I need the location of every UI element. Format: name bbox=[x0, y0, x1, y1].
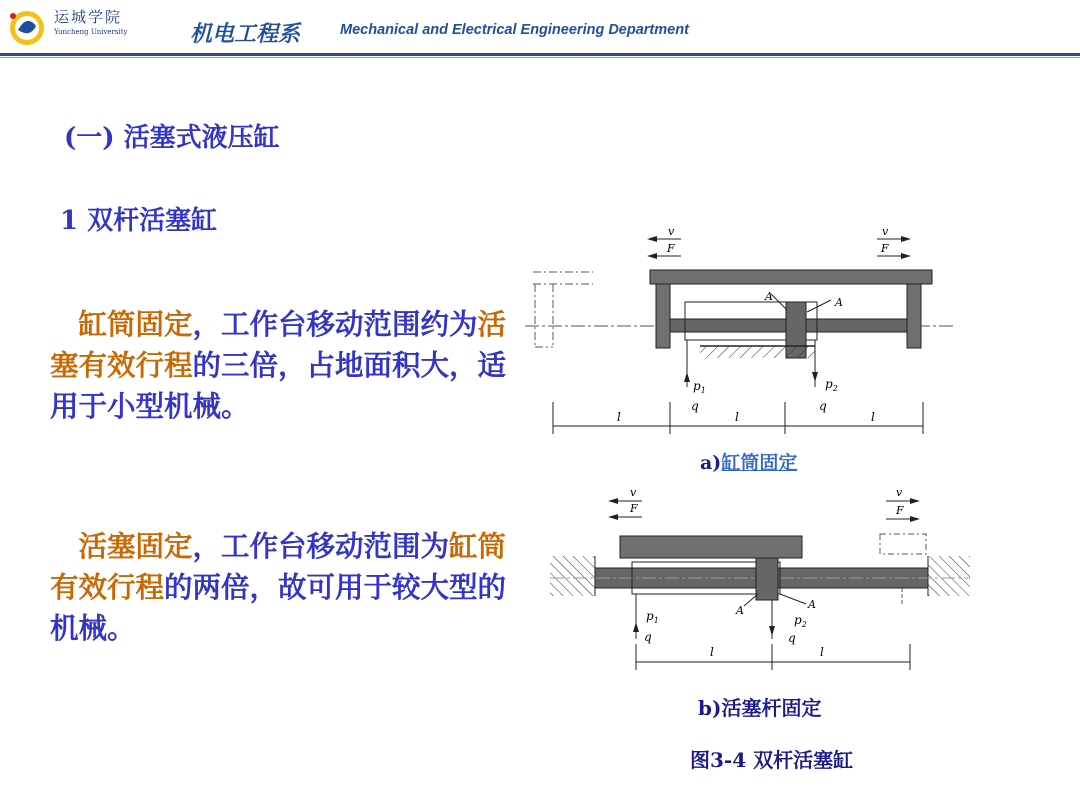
label-a-left: A bbox=[736, 604, 744, 617]
highlight-cylinder-stroke: 缸筒有效行程 bbox=[50, 529, 507, 604]
caption-a bbox=[700, 448, 797, 475]
caption-a-prefix: a) bbox=[700, 452, 722, 474]
section-title: (一) 活塞式液压缸 bbox=[64, 123, 280, 153]
logo-emblem-icon bbox=[4, 4, 50, 50]
header-divider-thin bbox=[0, 57, 1080, 58]
department-name-cn: 机电工程系 bbox=[190, 22, 301, 47]
caption-b: b)活塞杆固定 bbox=[698, 696, 822, 720]
label-l-3: l bbox=[871, 410, 875, 424]
highlight-piston-stroke: 活塞有效行程 bbox=[50, 307, 507, 382]
worktable bbox=[650, 270, 932, 284]
caption-a-link[interactable]: 缸筒固定 bbox=[721, 452, 798, 474]
label-f-left: F bbox=[630, 502, 638, 515]
label-f-right: F bbox=[881, 242, 889, 255]
paragraph-cylinder-fixed bbox=[50, 304, 520, 427]
para-text: ，工作台移动范围为 bbox=[192, 529, 450, 563]
label-p1: $p_1$ bbox=[646, 609, 659, 625]
wall-left bbox=[550, 556, 595, 596]
header-divider bbox=[0, 53, 1080, 56]
para-text: 的三倍，占地面积大，适用于小型机械。 bbox=[50, 348, 507, 423]
label-p2: $p_2$ bbox=[825, 377, 838, 393]
label-a-left: A bbox=[765, 290, 773, 303]
label-l-1: l bbox=[710, 645, 714, 659]
table-leg-right bbox=[907, 284, 921, 348]
label-a-right: A bbox=[835, 296, 843, 309]
label-p2: $p_2$ bbox=[794, 613, 807, 629]
label-v-right: v bbox=[882, 225, 889, 238]
worktable bbox=[620, 536, 802, 558]
label-q-left: q bbox=[644, 630, 652, 644]
label-l-1: l bbox=[617, 410, 621, 424]
label-q-right: q bbox=[788, 631, 796, 645]
arrow-out-right bbox=[812, 372, 818, 382]
para-text: 的两倍，故可用于较大型的机械。 bbox=[50, 570, 507, 645]
department-name-en: Mechanical and Electrical Engineering Department bbox=[340, 22, 689, 38]
highlight-piston-fixed: 活塞固定 bbox=[78, 529, 193, 563]
ground-hatch bbox=[700, 346, 815, 358]
wall-right bbox=[928, 556, 970, 596]
ghost-table-outline bbox=[533, 272, 593, 347]
label-a-right: A bbox=[808, 598, 816, 611]
label-v-right: v bbox=[896, 486, 903, 499]
paragraph-piston-fixed bbox=[50, 526, 520, 649]
para-indent bbox=[50, 307, 79, 341]
logo-english-name: Yuncheng University bbox=[54, 28, 128, 36]
diagram-cylinder-fixed bbox=[525, 222, 955, 437]
piston bbox=[756, 558, 778, 600]
figure-title: 图3-4 双杆活塞缸 bbox=[690, 748, 854, 772]
label-f-right: F bbox=[896, 504, 904, 517]
label-p1: $p_1$ bbox=[693, 379, 706, 395]
para-text: ，工作台移动范围约为 bbox=[192, 307, 478, 341]
highlight-cylinder-fixed: 缸筒固定 bbox=[78, 307, 193, 341]
arrow-in-left bbox=[684, 372, 690, 382]
subsection-title: 1 双杆活塞缸 bbox=[60, 206, 218, 236]
label-l-2: l bbox=[735, 410, 739, 424]
label-l-2: l bbox=[820, 645, 824, 659]
label-v-left: v bbox=[668, 225, 675, 238]
label-q-left: q bbox=[691, 399, 699, 413]
ghost-table-outline bbox=[880, 534, 926, 554]
label-v-left: v bbox=[630, 486, 637, 499]
diagram-piston-fixed bbox=[550, 484, 970, 674]
para-indent bbox=[50, 529, 79, 563]
logo-chinese-name: 运城学院 bbox=[54, 8, 123, 26]
label-f-left: F bbox=[667, 242, 675, 255]
table-leg-left bbox=[656, 284, 670, 348]
label-q-right: q bbox=[819, 399, 827, 413]
